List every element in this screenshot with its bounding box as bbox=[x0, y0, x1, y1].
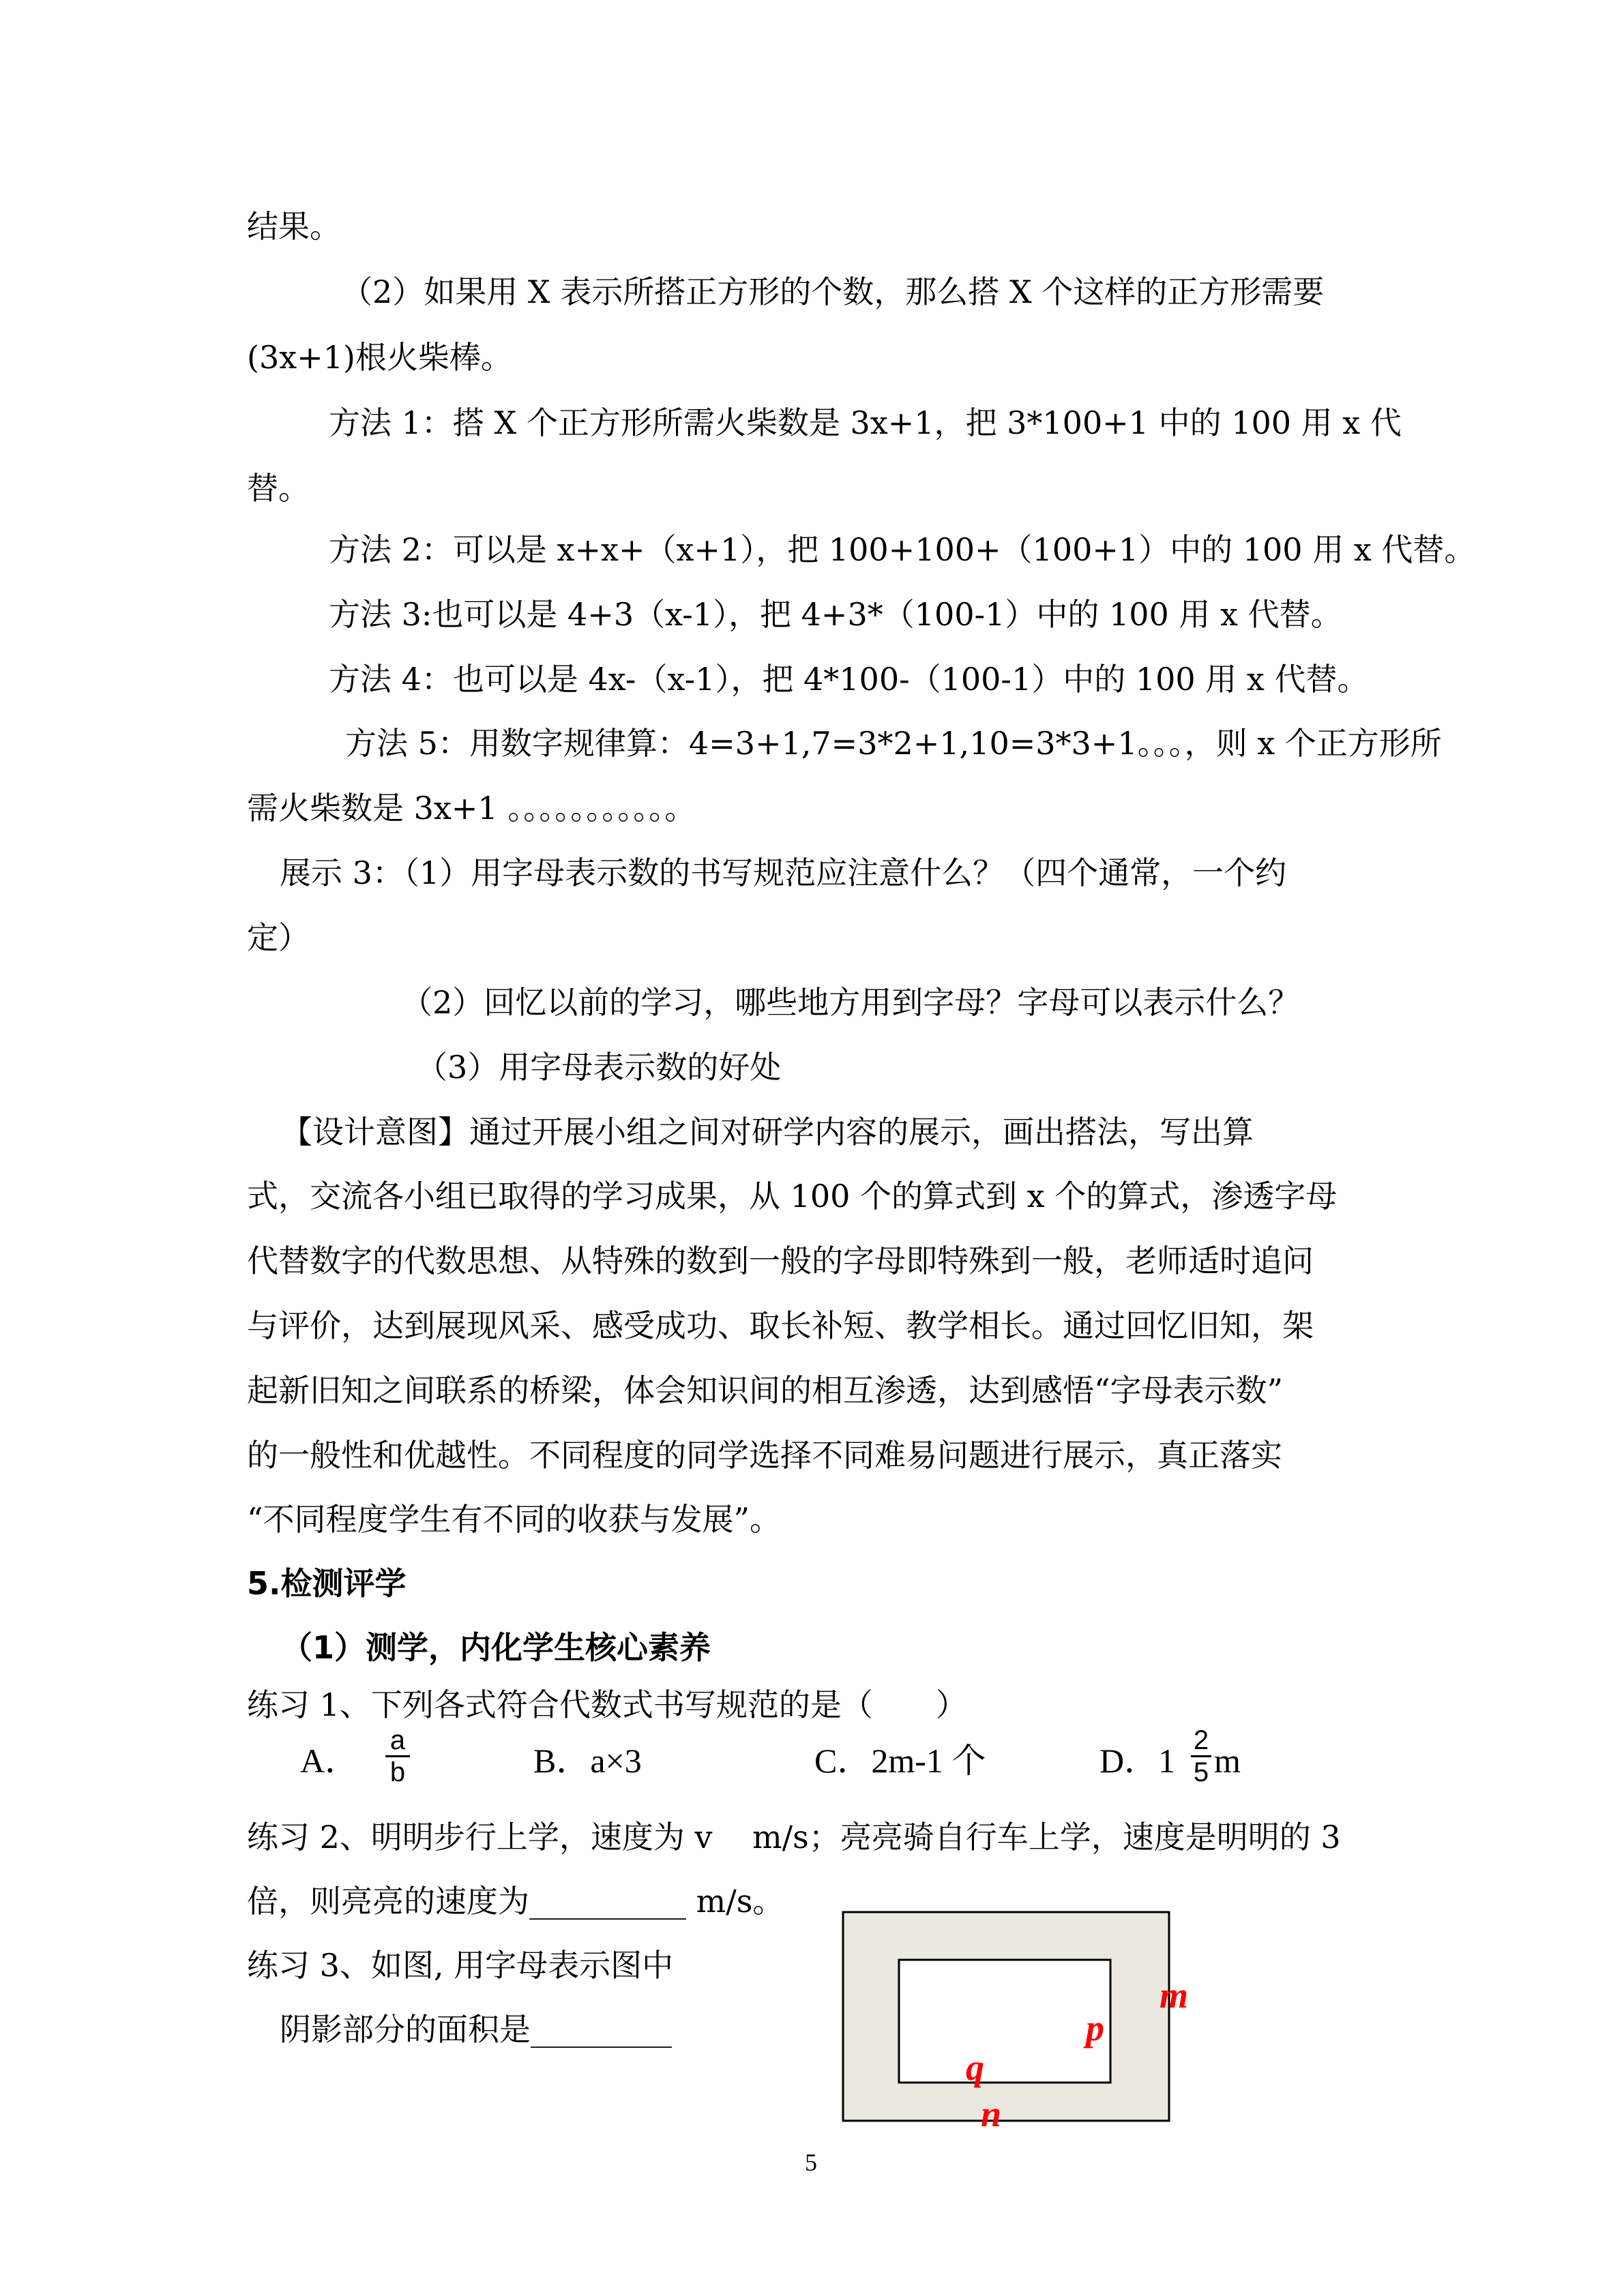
exercise-2-answer: 倍，则亮亮的速度为__________ m/s。 bbox=[247, 1883, 784, 1920]
text-line-19: 起新旧知之间联系的桥梁，体会知识间的相互渗透，达到感悟“字母表示数” bbox=[247, 1372, 1284, 1409]
label-m: m bbox=[1160, 1975, 1189, 2016]
option-d-suffix: m bbox=[1214, 1742, 1241, 1780]
label-n: n bbox=[981, 2093, 1002, 2134]
option-c: C．2m-1 个 bbox=[814, 1742, 986, 1780]
text-line-14: （3）用字母表示数的好处 bbox=[416, 1049, 782, 1086]
exercise-1: 练习 1、下列各式符合代数式书写规范的是（ ） bbox=[247, 1686, 967, 1723]
text-line-13: （2）回忆以前的学习，哪些地方用到字母？字母可以表示什么？ bbox=[401, 984, 1300, 1021]
inner-rectangle bbox=[899, 1960, 1110, 2083]
exercise-2: 练习 2、明明步行上学，速度为 v m/s；亮亮骑自行车上学，速度是明明的 3 bbox=[247, 1819, 1341, 1855]
option-a-denominator: b bbox=[389, 1757, 406, 1787]
text-line-6: 方法 2：可以是 x+x+（x+1），把 100+100+（100+1）中的 100 用 x 代替。 bbox=[329, 531, 1476, 568]
text-line-11: 展示 3：（1）用字母表示数的书写规范应注意什么？（四个通常，一个约 bbox=[280, 854, 1287, 891]
text-line-3: (3x+1)根火柴棒。 bbox=[247, 339, 512, 376]
option-a-fraction bbox=[385, 1725, 410, 1787]
text-line-5: 替。 bbox=[247, 470, 310, 507]
text-line-7: 方法 3:也可以是 4+3（x-1），把 4+3*（100-1）中的 100 用 x 代替。 bbox=[329, 596, 1342, 633]
text-line-15: 【设计意图】通过开展小组之间对研学内容的展示，画出搭法，写出算 bbox=[281, 1114, 1254, 1150]
option-d-denominator: 5 bbox=[1193, 1757, 1209, 1787]
text-line-8: 方法 4：也可以是 4x-（x-1），把 4*100-（100-1）中的 100 用 x 代替。 bbox=[329, 661, 1369, 698]
option-d-numerator: 2 bbox=[1193, 1725, 1209, 1755]
subsection-heading: （1）测学，内化学生核心素养 bbox=[281, 1629, 711, 1666]
text-line-4: 方法 1：搭 X 个正方形所需火柴数是 3x+1，把 3*100+1 中的 100 用 x 代 bbox=[329, 404, 1402, 441]
text-line-1: 结果。 bbox=[247, 208, 341, 245]
label-p: p bbox=[1086, 2008, 1104, 2048]
text-line-10: 需火柴数是 3x+1 。。。。。。。。。。。 bbox=[247, 790, 696, 826]
option-d-fraction bbox=[1191, 1725, 1211, 1787]
text-line-17: 代替数字的代数思想、从特殊的数到一般的字母即特殊到一般，老师适时追问 bbox=[247, 1242, 1314, 1279]
option-b: B．a×3 bbox=[533, 1742, 642, 1780]
exercise-3: 练习 3、如图, 用字母表示图中 bbox=[247, 1947, 674, 1984]
option-a-label: A． bbox=[300, 1742, 359, 1780]
option-d-label: D．1 bbox=[1099, 1742, 1176, 1780]
page-number: 5 bbox=[805, 2149, 817, 2176]
section-heading: 5.检测评学 bbox=[247, 1565, 407, 1602]
text-line-2: （2）如果用 X 表示所搭正方形的个数，那么搭 X 个这样的正方形需要 bbox=[341, 273, 1325, 310]
option-a-numerator: a bbox=[389, 1725, 406, 1755]
text-line-12: 定） bbox=[247, 919, 310, 956]
exercise-3-blank: 阴影部分的面积是_________ bbox=[280, 2011, 672, 2048]
text-line-18: 与评价，达到展现风采、感受成功、取长补短、教学相长。通过回忆旧知，架 bbox=[247, 1307, 1314, 1344]
label-q: q bbox=[966, 2047, 984, 2088]
text-line-16: 式，交流各小组已取得的学习成果，从 100 个的算式到 x 个的算式，渗透字母 bbox=[247, 1178, 1338, 1214]
text-line-20: 的一般性和优越性。不同程度的同学选择不同难易问题进行展示，真正落实 bbox=[247, 1437, 1282, 1474]
text-line-9: 方法 5：用数字规律算：4=3+1,7=3*2+1,10=3*3+1。。。，则 x 个正方形所 bbox=[345, 725, 1442, 762]
text-line-21: “不同程度学生有不同的收获与发展”。 bbox=[247, 1501, 782, 1538]
exercise-3-figure bbox=[839, 1909, 1180, 2134]
